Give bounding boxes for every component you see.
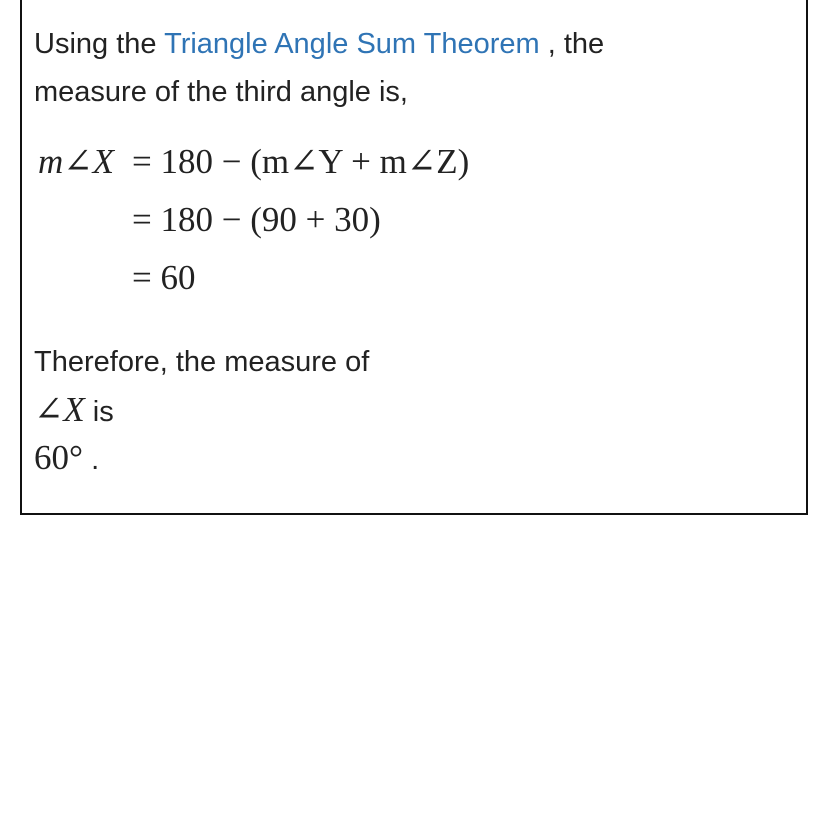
theorem-link[interactable]: Triangle Angle Sum Theorem — [164, 28, 540, 60]
conclusion-line-2 — [34, 386, 114, 436]
equation-block — [38, 142, 638, 312]
conclusion-angle: ∠X — [34, 390, 85, 429]
equation-row-3: = 60 — [132, 258, 196, 297]
intro-line2: measure of the third angle is, — [34, 76, 408, 108]
equation-row-1: = 180 − (m∠Y + m∠Z) — [132, 142, 470, 181]
intro-suffix: , the — [547, 28, 605, 60]
conclusion-text: Therefore, the measure of — [34, 346, 370, 378]
solution-card — [20, 0, 808, 515]
conclusion-is: is — [92, 396, 114, 428]
equation-row-2: = 180 − (90 + 30) — [132, 200, 381, 239]
conclusion-line-1 — [34, 338, 369, 386]
conclusion-value: 60° — [34, 438, 83, 477]
intro-paragraph — [34, 20, 604, 116]
intro-prefix: Using the — [34, 28, 157, 60]
conclusion-period: . — [91, 444, 100, 476]
conclusion-line-3 — [34, 434, 99, 484]
equation-lhs: m∠X — [38, 142, 114, 181]
